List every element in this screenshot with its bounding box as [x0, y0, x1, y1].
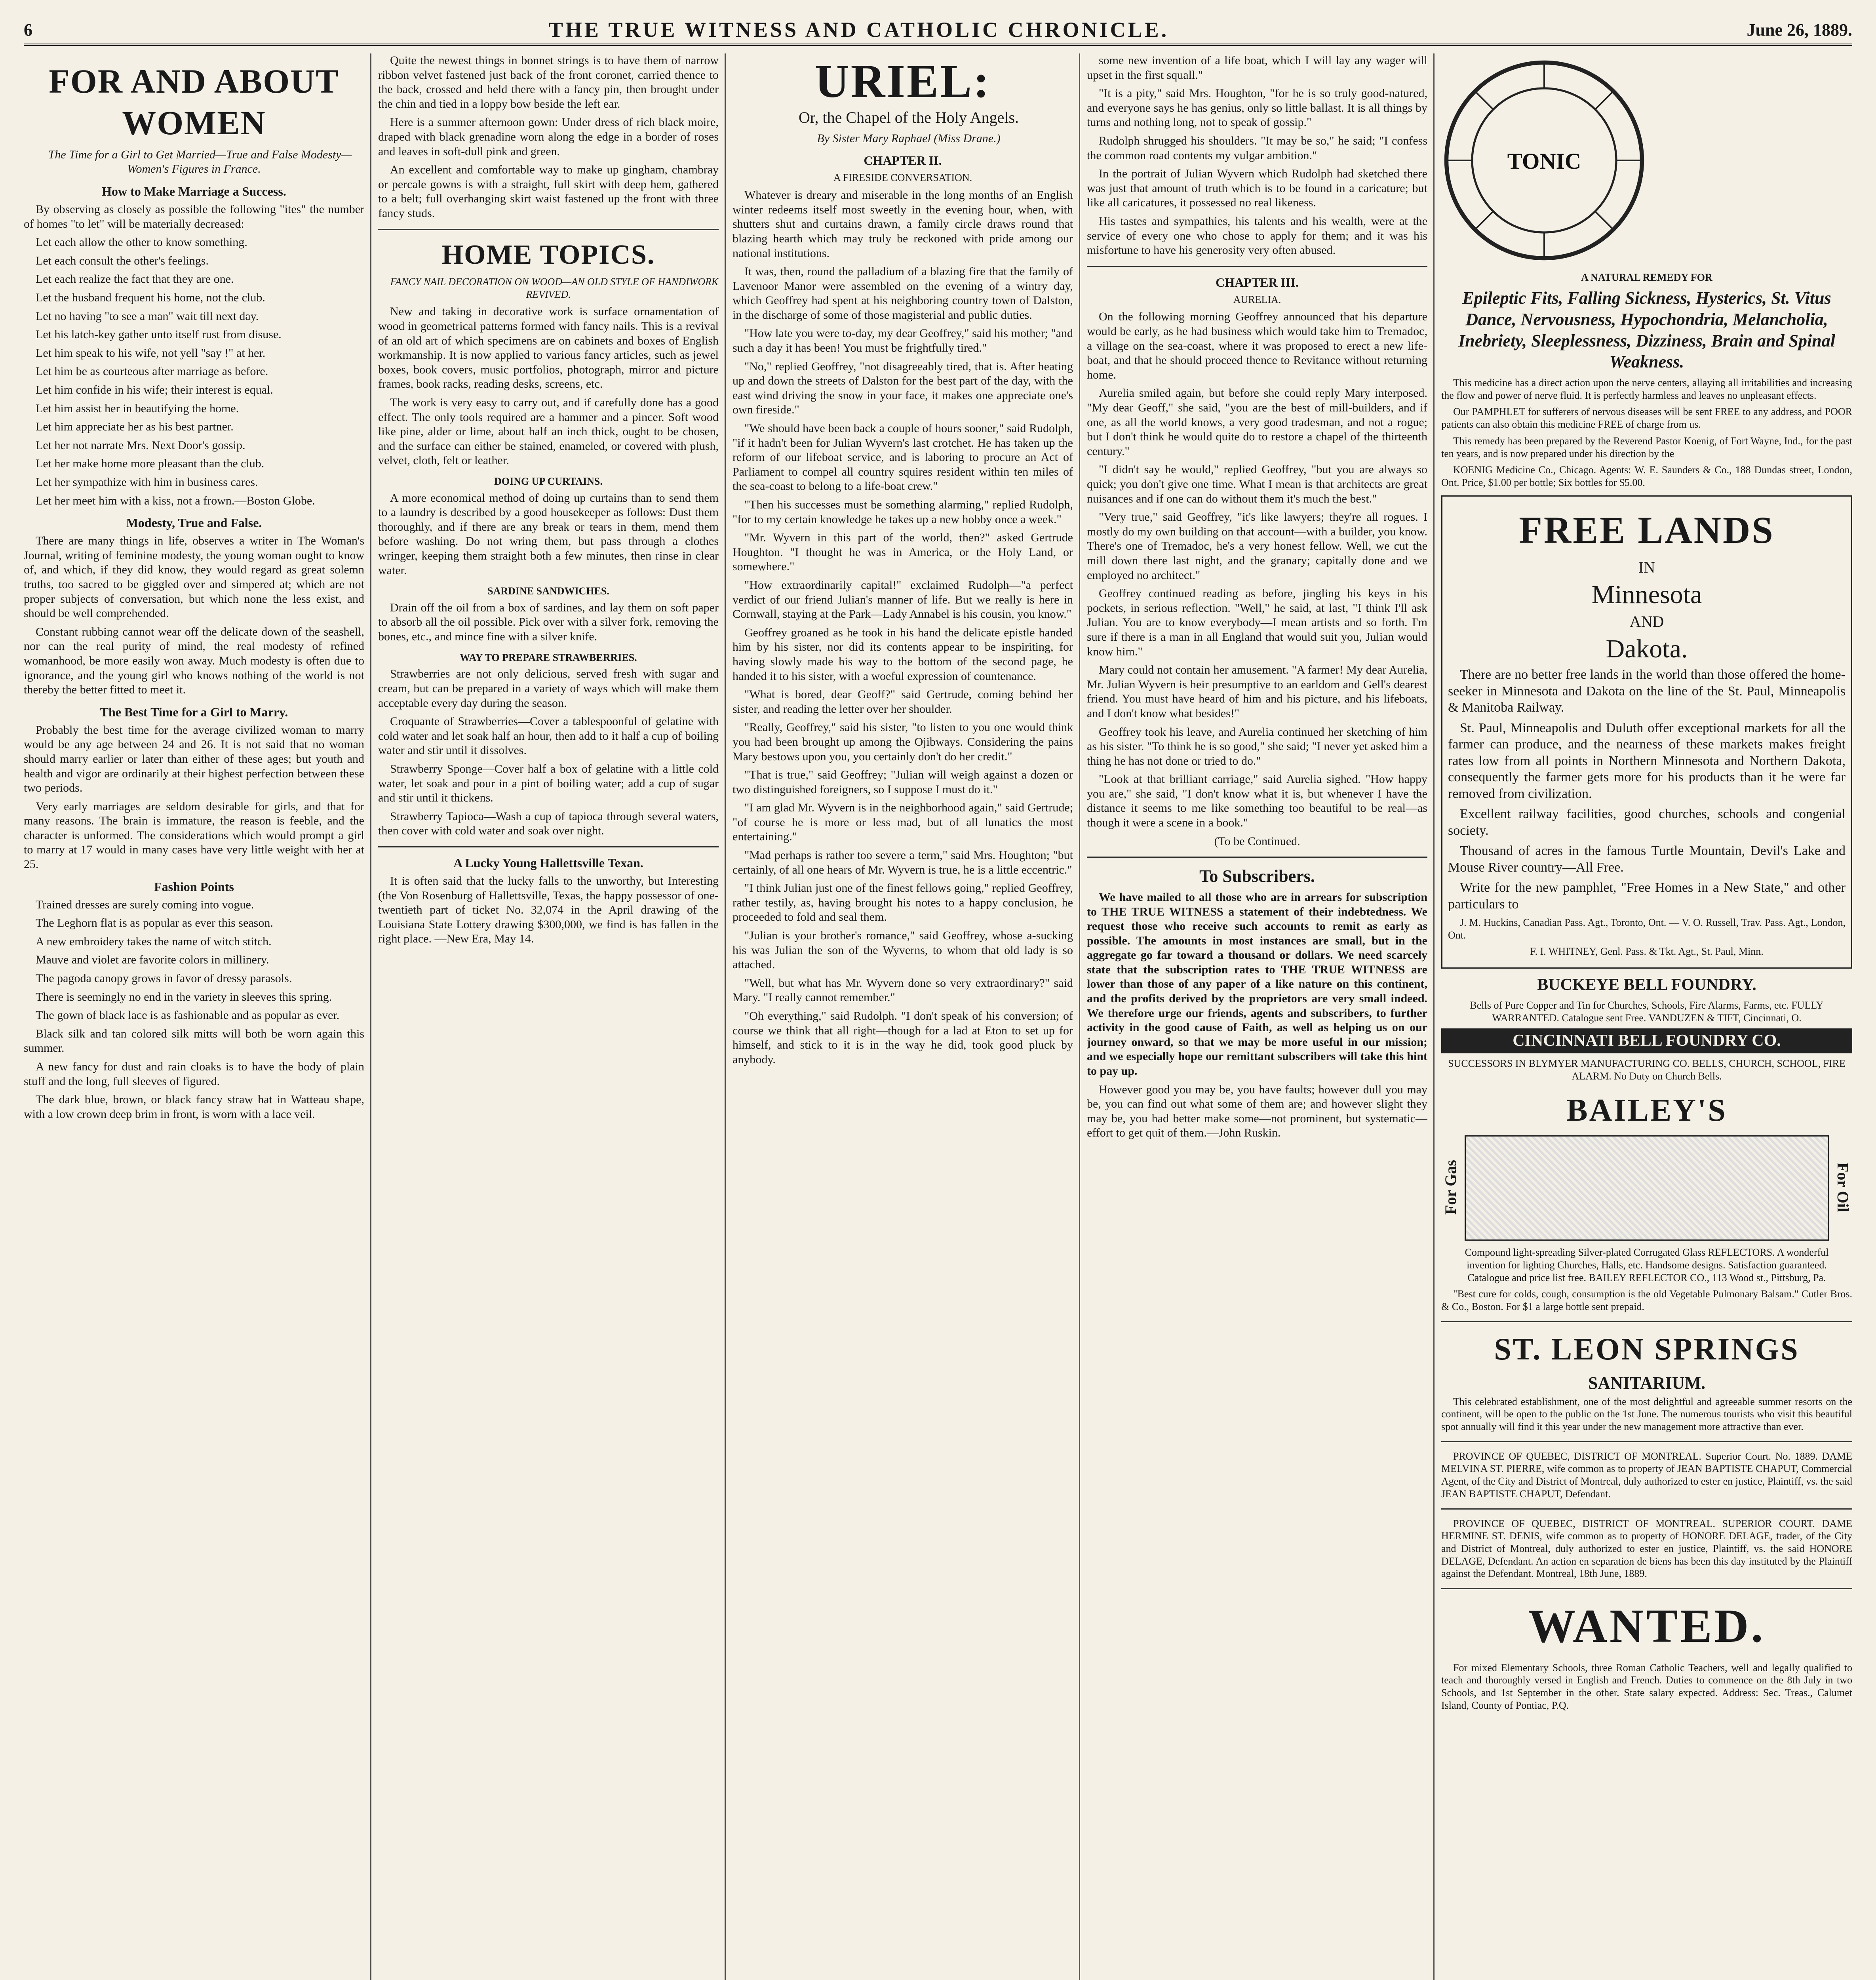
paragraph: Let him confide in his wife; their interest is equal. [36, 383, 273, 396]
paragraph: "What is bored, dear Geoff?" said Gertrude, coming behind her sister, and reading the letter over her shoulder. [733, 688, 1073, 716]
paragraph: Quite the newest things in bonnet strings is to have them of narrow ribbon velvet fastened just back of the front coronet, carried thence to the back, crossed and held there with a fancy pin, then brought under the chin and tied in a loppy bow beside the left ear. [378, 54, 719, 110]
paragraph: Black silk and tan colored silk mitts will both be worn again this summer. [24, 1027, 364, 1055]
ad-text: AND [1629, 613, 1664, 631]
ad-headline: FREE LANDS [1519, 508, 1775, 551]
paragraph: Our PAMPHLET for sufferers of nervous diseases will be sent FREE to any address, and POOR patients can also obtain this medicine FREE of charge from us. [1441, 406, 1852, 430]
paragraph: However good you may be, you have faults; however dull you may be, you can find out what some of them are; and however slight they may be, you had better make some—not prominent, but systematic—effort to get quit of them.—John Ruskin. [1087, 1083, 1427, 1140]
ad-reflectors [1441, 1087, 1852, 1288]
page-number: 6 [24, 20, 32, 40]
divider [378, 846, 719, 847]
ad-text: IN [1638, 558, 1655, 576]
ad-headline: BUCKEYE BELL FOUNDRY. [1537, 976, 1756, 994]
paragraph: His tastes and sympathies, his talents and his wealth, were at the service of every one who chose to apply for them; and it was his misfortune to have his generosity very often abused. [1087, 214, 1427, 257]
paragraph: St. Paul, Minneapolis and Duluth offer exceptional markets for all the farmer can produce, and the nearness of these markets makes freight rates low from all points in Northern Minnesota and Northern Dakota, consequently the farmer gets more for his products than it he were far removed from civilization. [1448, 720, 1846, 801]
divider [1087, 857, 1427, 858]
paragraph: "We should have been back a couple of hours sooner," said Rudolph, "if it hadn't been for Julian Wyvern's last crotchet. He has taken up the reform of our lifeboat service, and is laboring to procure an Act of Parliament to compel all country squires resident within ten miles of the sea-coast to belong to a life-boat crew." [733, 422, 1073, 493]
paragraph: "Mad perhaps is rather too severe a term," said Mrs. Houghton; "but certainly, of all one hears of Mr. Wyvern is true, he is a little eccentric." [733, 849, 1073, 876]
paragraph: "No," replied Geoffrey, "not disagreeably tired, that is. After heating up and down the streets of Dalston for the best part of the day, with the east wind driving the snow in your face, it makes one appreciate one's own fireside." [733, 360, 1073, 417]
paragraph: "Really, Geoffrey," said his sister, "to listen to you one would think you had been brought up among the Ojibways. Considering the pains Mary bestows upon you, you certainly don't do her credit." [733, 721, 1073, 763]
paragraph: Let each consult the other's feelings. [36, 254, 209, 267]
paragraph: Let no having "to see a man" wait till next day. [36, 309, 259, 323]
ad-text: Minnesota [1591, 580, 1702, 609]
paragraph: This remedy has been prepared by the Reverend Pastor Koenig, of Fort Wayne, Ind., for the past ten years, and is now prepared under his direction by the [1441, 435, 1852, 459]
ad-conditions: Epileptic Fits, Falling Sickness, Hysterics, St. Vitus Dance, Nervousness, Hypochondria, Melancholia, Inebriety, Sleeplessness, Dizziness, Brain and Spinal Weakness. [1458, 288, 1835, 372]
paragraph: Let her not narrate Mrs. Next Door's gossip. [36, 438, 245, 452]
paragraph: On the following morning Geoffrey announced that his departure would be early, as he had business which would take him to Tremadoc, a village on the sea-coast, where it was proposed to erect a new life-boat, and that he should proceed thence to Revitance without returning home. [1087, 310, 1427, 381]
paragraph: Let each allow the other to know something. [36, 236, 247, 249]
article-title: How to Make Marriage a Success. [102, 184, 286, 198]
divider [378, 229, 719, 230]
ad-label: A NATURAL REMEDY FOR [1581, 271, 1712, 283]
divider [1087, 266, 1427, 267]
paragraph: A more economical method of doing up curtains than to send them to a laundry is described by a good housekeeper as follows: Dust them thoroughly, and if there are any break or tears in them, mend them before washing. Do not wring them, but pass through a clothes wringer, keeping them straight both a few minutes, then rinse in clear water. [378, 491, 719, 577]
paragraph: F. I. WHITNEY, Genl. Pass. & Tkt. Agt., St. Paul, Minn. [1530, 946, 1764, 958]
paragraph: The pagoda canopy grows in favor of dressy parasols. [36, 972, 292, 985]
paragraph: A new fancy for dust and rain cloaks is to have the body of plain stuff and the long, full sleeves of figured. [24, 1060, 364, 1088]
ad-text: Bells of Pure Copper and Tin for Churches, Schools, Fire Alarms, Farms, etc. FULLY WARRANTED. Catalogue sent Free. VANDUZEN & TIFT, Cincinnati, O. [1470, 1000, 1824, 1024]
paragraph: some new invention of a life boat, which I will lay any wager will upset in the first squall." [1087, 54, 1427, 82]
ad-text: "Best cure for colds, cough, consumption is the old Vegetable Pulmonary Balsam." Cutler Bros. & Co., Boston. For $1 a large bottle sent prepaid. [1441, 1288, 1852, 1313]
paragraph: The Leghorn flat is as popular as ever this season. [36, 916, 273, 930]
paragraph: Let her meet him with a kiss, not a frown.—Boston Globe. [36, 494, 315, 507]
newspaper-title: THE TRUE WITNESS AND CATHOLIC CHRONICLE. [548, 18, 1169, 42]
section-deck: The Time for a Girl to Get Married—True and False Modesty—Women's Figures in France. [48, 148, 352, 176]
article-title: WAY TO PREPARE STRAWBERRIES. [460, 651, 637, 663]
paragraph: By observing as closely as possible the following "ites" the number of homes "to let" will be materially decreased: [24, 203, 364, 230]
column-women [24, 53, 364, 1980]
paragraph: KOENIG Medicine Co., Chicago. Agents: W. E. Saunders & Co., 188 Dundas street, London, Ont. Price, $1.00 per bottle; Six bottles for $5.00. [1441, 464, 1852, 489]
paragraph: Here is a summer afternoon gown: Under dress of rich black moire, draped with black grenadine worn along the edge in a border of roses and leaves in soft-dull pink and green. [378, 116, 719, 158]
paragraph: Let her sympathize with him in business cares. [36, 475, 258, 489]
article-title: SARDINE SANDWICHES. [487, 585, 609, 597]
paragraph: Let him be as courteous after marriage as before. [36, 365, 268, 378]
paragraph: Croquante of Strawberries—Cover a tablespoonful of gelatine with cold water and let soak half an hour, then add to it half a cup of boiling water and stir until it dissolves. [378, 715, 719, 757]
nerve-tonic-seal-icon [1441, 57, 1647, 263]
divider [1441, 1441, 1852, 1442]
paragraph: Aurelia smiled again, but before she could reply Mary interposed. "My dear Geoff," she said, "you are the best of mill-builders, and if one, as all the world knows, a very good tradesman, and not a rogue; but I don't think he would quite do to restore a chapel of the thirteenth century." [1087, 386, 1427, 458]
paragraph: "I didn't say he would," replied Geoffrey, "but you are always so quick; you don't give one time. What I mean is that architects are great nuisances and if one can do without them it's much the best." [1087, 463, 1427, 505]
paragraph: Let his latch-key gather unto itself rust from disuse. [36, 328, 282, 341]
column-uriel-continued [1087, 53, 1427, 1980]
article-title: Modesty, True and False. [126, 516, 262, 530]
paragraph: Let him assist her in beautifying the home. [36, 402, 239, 415]
article-title: A Lucky Young Hallettsville Texan. [453, 855, 643, 870]
ad-headline: BAILEY'S [1566, 1093, 1727, 1128]
paragraph: "It is a pity," said Mrs. Houghton, "for he is so truly good-natured, and everyone says he has genius, only so little ballast. It is all things by turns and nothing long, not to speak of gossip." [1087, 87, 1427, 129]
column-rule [1079, 53, 1080, 1980]
paragraph: Geoffrey groaned as he took in his hand the delicate epistle handed him by his sister, nor did its contents appear to be inspiriting, for having slowly made his way to the bottom of the second page, he handed it to his sister, with a woeful expression of countenance. [733, 626, 1073, 683]
section-deck: FANCY NAIL DECORATION ON WOOD—AN OLD STYLE OF HANDIWORK REVIVED. [390, 276, 719, 300]
paragraph: Strawberry Tapioca—Wash a cup of tapioca through several waters, then cover with cold water and soak over night. [378, 809, 719, 838]
article-title: DOING UP CURTAINS. [494, 475, 603, 487]
article-body [24, 202, 364, 508]
paragraph: J. M. Huckins, Canadian Pass. Agt., Toronto, Ont. — V. O. Russell, Trav. Pass. Agt., London, Ont. [1448, 917, 1846, 941]
column-rule [725, 53, 726, 1980]
chapter-subheading: A FIRESIDE CONVERSATION. [833, 172, 972, 184]
paragraph: The dark blue, brown, or black fancy straw hat in Watteau shape, with a low crown deep brim in front, is worn with a lace veil. [24, 1093, 364, 1121]
paragraph: "Julian is your brother's romance," said Geoffrey, whose a-sucking his was Julian the son of the Wyverns, to whom that old lady is so attached. [733, 929, 1073, 971]
article-title: The Best Time for a Girl to Marry. [100, 704, 288, 719]
paragraph: "Then his successes must be something alarming," replied Rudolph, "for to my certain knowledge he takes up a new hobby once a week." [733, 498, 1073, 526]
paragraph: "That is true," said Geoffrey; "Julian will weigh against a dozen or two distinguished foreigners, so I suppose I must do it." [733, 768, 1073, 796]
paragraph: Excellent railway facilities, good churches, schools and congenial society. [1448, 807, 1846, 838]
paragraph: Let the husband frequent his home, not the club. [36, 291, 265, 304]
paragraph: Mary could not contain her amusement. "A farmer! My dear Aurelia, Mr. Julian Wyvern is heir presumptive to an earldom and Gell's dearest friend. You must have heard of him and his picture, and his lifeboats, and I don't know what besides!" [1087, 663, 1427, 720]
ad-headline: ST. LEON SPRINGS [1494, 1331, 1800, 1366]
ad-subheadline: SANITARIUM. [1588, 1373, 1706, 1393]
paragraph: There are no better free lands in the world than those offered the home-seeker in Minnesota and Dakota on the line of the St. Paul, Minneapolis & Manitoba Railway. [1448, 667, 1846, 715]
paragraph: Strawberries are not only delicious, served fresh with sugar and cream, but can be prepared in a variety of ways which will make them acceptable every day during the season. [378, 667, 719, 710]
paragraph: Let each realize the fact that they are one. [36, 272, 234, 286]
paragraph: "I am glad Mr. Wyvern is in the neighborhood again," said Gertrude; "of course he is more or less mad, but of all lunatics the most entertaining." [733, 801, 1073, 843]
divider [1441, 1321, 1852, 1322]
ad-headline: CINCINNATI BELL FOUNDRY CO. [1441, 1028, 1852, 1053]
legal-notice: PROVINCE OF QUEBEC, DISTRICT OF MONTREAL. SUPERIOR COURT. DAME HERMINE ST. DENIS, wife common as to property of HONORE DELAGE, trader, of the City and District of Montreal, duly authorized to ester en justice, Plaintiff, vs. the said HONORE DELAGE, Defendant. An action en separation de biens has been this day instituted by the Plaintiff against the Defendant. Montreal, 18th June, 1889. [1441, 1517, 1852, 1580]
paragraph: This medicine has a direct action upon the nerve centers, allaying all irritabilities and increasing the flow and power of nerve fluid. It is perfectly harmless and leaves no unpleasant effects. [1441, 377, 1852, 401]
column-home-topics [378, 53, 719, 1980]
paragraph: Constant rubbing cannot wear off the delicate down of the seashell, nor can the real purity of mind, the real modesty of refined womanhood, be more easily won away. Much modesty is often due to ignorance, and the young girl who knows nothing of the world is not thereby the better fitted to meet it. [24, 625, 364, 697]
paragraph: We have mailed to all those who are in arrears for subscription to THE TRUE WITNESS a statement of their indebtedness. We request those who receive such accounts to remit as early as possible. The amounts in most instances are small, but in the aggregate go far toward a thousand or dollars. We need scarcely state that the subscription rates to THE TRUE WITNESS are lower than those of any paper of a like nature on this continent, and the profits derived by the proprietors are very small indeed. We therefore urge our friends, agents and subscribers, to further activity in the good cause of Faith, as well as helping us on our journey onward, so that we may be more useful in our mission; and we especially hope our remittant subscribers will take this hint to pay up. [1087, 890, 1427, 1078]
paragraph: There are many things in life, observes a writer in The Woman's Journal, writing of feminine modesty, the young woman ought to know of, and which, if they did know, they would regard as great solemn truths, too sacred to be giggled over and simpered at; which are not proper subjects of conversation, but which none the less exist, and should be well comprehended. [24, 534, 364, 620]
masthead [24, 16, 1852, 46]
column-rule [1433, 53, 1435, 1980]
paragraph: Mauve and violet are favorite colors in millinery. [36, 953, 269, 967]
serial-subtitle: Or, the Chapel of the Holy Angels. [798, 109, 1019, 126]
paragraph: An excellent and comfortable way to make up gingham, chambray or percale gowns is with a straight, full skirt with deep hem, gathered to a belt; full overhanging skirt waist fastened up the front with three fancy studs. [378, 163, 719, 220]
paragraph: Let her make home more pleasant than the club. [36, 457, 264, 470]
paragraph: "Very true," said Geoffrey, "it's like lawyers; they're all rogues. I mostly do my own building on that account—with a builder, you know. There's one of Tremadoc, he's a very honest fellow. Well, we cut the mill down there last night, and the granary; capitally done and we employed no architect." [1087, 510, 1427, 582]
ad-free-lands [1441, 495, 1852, 969]
article-title: Fashion Points [154, 879, 234, 894]
ad-side-label: For Oil [1834, 1162, 1852, 1212]
wanted-text: For mixed Elementary Schools, three Roman Catholic Teachers, well and legally qualified to teach and thoroughly versed in English and French. Duties to commence on the 8th July in two Schools, and 1st September in the other. State salary expected. Address: Sec. Treas., Calumet Island, County of Pontiac, P.Q. [1441, 1662, 1852, 1711]
legal-notice: PROVINCE OF QUEBEC, DISTRICT OF MONTREAL. Superior Court. No. 1889. DAME MELVINA ST. PIERRE, wife common as to property of JEAN BAPTISTE CHAPUT, Commercial Agent, of the City and District of Montreal, duly authorized to ester en justice, Plaintiff, vs. the said JEAN BAPTISTE CHAPUT, Defendant. [1441, 1450, 1852, 1500]
paragraph: Geoffrey took his leave, and Aurelia continued her sketching of him as his sister. "To think he is so good," she said; "I never yet asked him a thing he has not done or tried to do." [1087, 725, 1427, 767]
byline: By Sister Mary Raphael (Miss Drane.) [817, 131, 1001, 145]
paragraph: Strawberry Sponge—Cover half a box of gelatine with a little cold water, let soak and pour in a pint of boiling water; add a cup of sugar and stir until it thickens. [378, 762, 719, 805]
paragraph: Trained dresses are surely coming into vogue. [36, 898, 254, 911]
paragraph: The gown of black lace is as fashionable and as popular as ever. [36, 1009, 340, 1022]
paragraph: Thousand of acres in the famous Turtle Mountain, Devil's Lake and Mouse River country—All Free. [1448, 843, 1846, 875]
chandelier-illustration [1465, 1135, 1829, 1241]
paragraph: There is seemingly no end in the variety in sleeves this spring. [36, 990, 332, 1003]
paragraph: Rudolph shrugged his shoulders. "It may be so," he said; "I confess the common road contents my vulgar ambition." [1087, 134, 1427, 162]
paragraph: "Oh everything," said Rudolph. "I don't speak of his conversion; of course we think that all right—though for a lad at Eton to set up for himself, and stick to it is in the way he did, took good pluck by anybody. [733, 1009, 1073, 1066]
ad-text: Compound light-spreading Silver-plated Corrugated Glass REFLECTORS. A wonderful invention for lighting Churches, Halls, etc. Handsome designs. Satisfaction guaranteed. Catalogue and price list free. BAILEY REFLECTOR CO., 113 Wood st., Pittsburg, Pa. [1465, 1247, 1829, 1283]
ad-text: This celebrated establishment, one of the most delightful and agreeable summer resorts on the continent, will be open to the public on the 1st June. The numerous tourists who visit this beautiful spot annually will find it this year under the new management more attractive than ever. [1441, 1396, 1852, 1432]
divider [1441, 1588, 1852, 1589]
column-uriel [733, 53, 1073, 1980]
paragraph: The work is very easy to carry out, and if carefully done has a good effect. The only tools required are a hammer and a pincer. Soft wood like pine, alder or lime, about half an inch thick, ought to be chosen, and the surface can either be stained, enameled, or covered with plush, velvet, cloth, felt or leather. [378, 396, 719, 467]
paragraph: "How extraordinarily capital!" exclaimed Rudolph—"a perfect verdict of our friend Julian's manner of life. But we really is here in Cornwall, staying at the Park—Lady Annabel is his cousin, you know." [733, 578, 1073, 621]
paragraph: "Mr. Wyvern in this part of the world, then?" asked Gertrude Houghton. "I thought he was in America, or the Holy Land, or somewhere." [733, 531, 1073, 573]
ad-text: SUCCESSORS IN BLYMYER MANUFACTURING CO. BELLS, CHURCH, SCHOOL, FIRE ALARM. No Duty on Church Bells. [1448, 1058, 1846, 1082]
paragraph: Let him speak to his wife, not yell "say !" at her. [36, 346, 266, 360]
section-heading: FOR AND ABOUT WOMEN [49, 62, 339, 142]
chapter-heading: CHAPTER II. [864, 153, 942, 168]
column-rule [370, 53, 371, 1980]
ad-text: Dakota. [1606, 634, 1688, 663]
paragraph: Geoffrey continued reading as before, jingling his keys in his pockets, in serious reflection. "Well," he said, at last, "I think I'll ask Julian. You are to know everybody—I mean artists and so forth. I'm sure if there is a man in all England that would suit you, Julian would know him." [1087, 587, 1427, 658]
paragraph: Very early marriages are seldom desirable for girls, and that for many reasons. The brain is immature, the reason is feeble, and the character is unformed. The considerations which would prompt a girl to marry at 17 would in many cases have very little weight with her at 25. [24, 800, 364, 871]
wanted-heading: WANTED. [1528, 1599, 1766, 1653]
issue-date: June 26, 1889. [1747, 20, 1852, 40]
paragraph: Write for the new pamphlet, "Free Homes in a New State," and other particulars to [1448, 880, 1846, 912]
paragraph: In the portrait of Julian Wyvern which Rudolph had sketched there was just that amount of truth which is to be found in a caricature; but like all caricatures, it possessed no real likeness. [1087, 167, 1427, 209]
section-heading: HOME TOPICS. [441, 239, 655, 270]
paragraph: Drain off the oil from a box of sardines, and lay them on soft paper to absorb all the oil possible. Pick over with a silver fork, removing the bones, etc., and mince fine with a silver knife. [378, 601, 719, 644]
paragraph: "Well, but what has Mr. Wyvern done so very extraordinary?" said Mary. "I really cannot remember." [733, 976, 1073, 1004]
serial-title: URIEL: [814, 55, 991, 107]
continued-note: (To be Continued. [1214, 834, 1300, 848]
paragraph: "Look at that brilliant carriage," said Aurelia sighed. "How happy you are," she said, "I don't know what it is, but whenever I have the distance it seems to me like something too beautiful to be real—as though it were a scene in a book." [1087, 773, 1427, 830]
paragraph: "I think Julian just one of the finest fellows going," replied Geoffrey, rather testily, as, having brought his notes to a happy conclusion, he proceeded to fold and seal them. [733, 881, 1073, 924]
svg-text:TONIC: TONIC [1507, 148, 1581, 174]
paragraph: Whatever is dreary and miserable in the long months of an English winter redeems itself most sweetly in the evening hour, when, with shutters shut and curtains drawn, a family circle draws round that blazing hearth which may truly be reckoned with pride among our national institutions. [733, 188, 1073, 260]
notice-title: To Subscribers. [1199, 866, 1315, 886]
divider [1441, 1508, 1852, 1510]
ad-side-label: For Gas [1442, 1159, 1459, 1215]
chapter-heading: CHAPTER III. [1216, 275, 1299, 289]
paragraph: Let him appreciate her as his best partner. [36, 420, 234, 434]
paragraph: "How late you were to-day, my dear Geoffrey," said his mother; "and such a day it has been! You must be frightfully tired." [733, 327, 1073, 355]
paragraph: It is often said that the lucky falls to the unworthy, but Interesting (the Von Rosenburg of Hallettsville, Texas, the happy possessor of one-twentieth part of ticket No. 32,074 in the April drawing of the Louisiana State Lottery drawing $300,000, we find is has fallen in the right place. —New Era, May 14. [378, 874, 719, 946]
chapter-subheading: AURELIA. [1233, 293, 1281, 305]
paragraph: Probably the best time for the average civilized woman to marry would be any age between 24 and 26. It is not said that no woman should marry earlier or later than either of these ages; but youth and health and vigor are ordinarily at their highest perfection between these two periods. [24, 723, 364, 795]
paragraph: It was, then, round the palladium of a blazing fire that the family of Lavenoor Manor were assembled on the evening of a wintry day, which Geoffrey had spent at his neighboring country town of Dalston, in the discharge of some of those magisterial and public duties. [733, 265, 1073, 322]
paragraph: A new embroidery takes the name of witch stitch. [36, 935, 272, 948]
paragraph: New and taking in decorative work is surface ornamentation of wood in geometrical patterns formed with fancy nails. This is a revival of an old art of which specimens are on cabinets and boxes of English workmanship. It is now applied to various fancy articles, such as jewel boxes, book covers, music portfolios, photograph, mirror and picture frames, book racks, reading desks, screens, etc. [378, 305, 719, 391]
column-advertisements [1441, 53, 1852, 1980]
